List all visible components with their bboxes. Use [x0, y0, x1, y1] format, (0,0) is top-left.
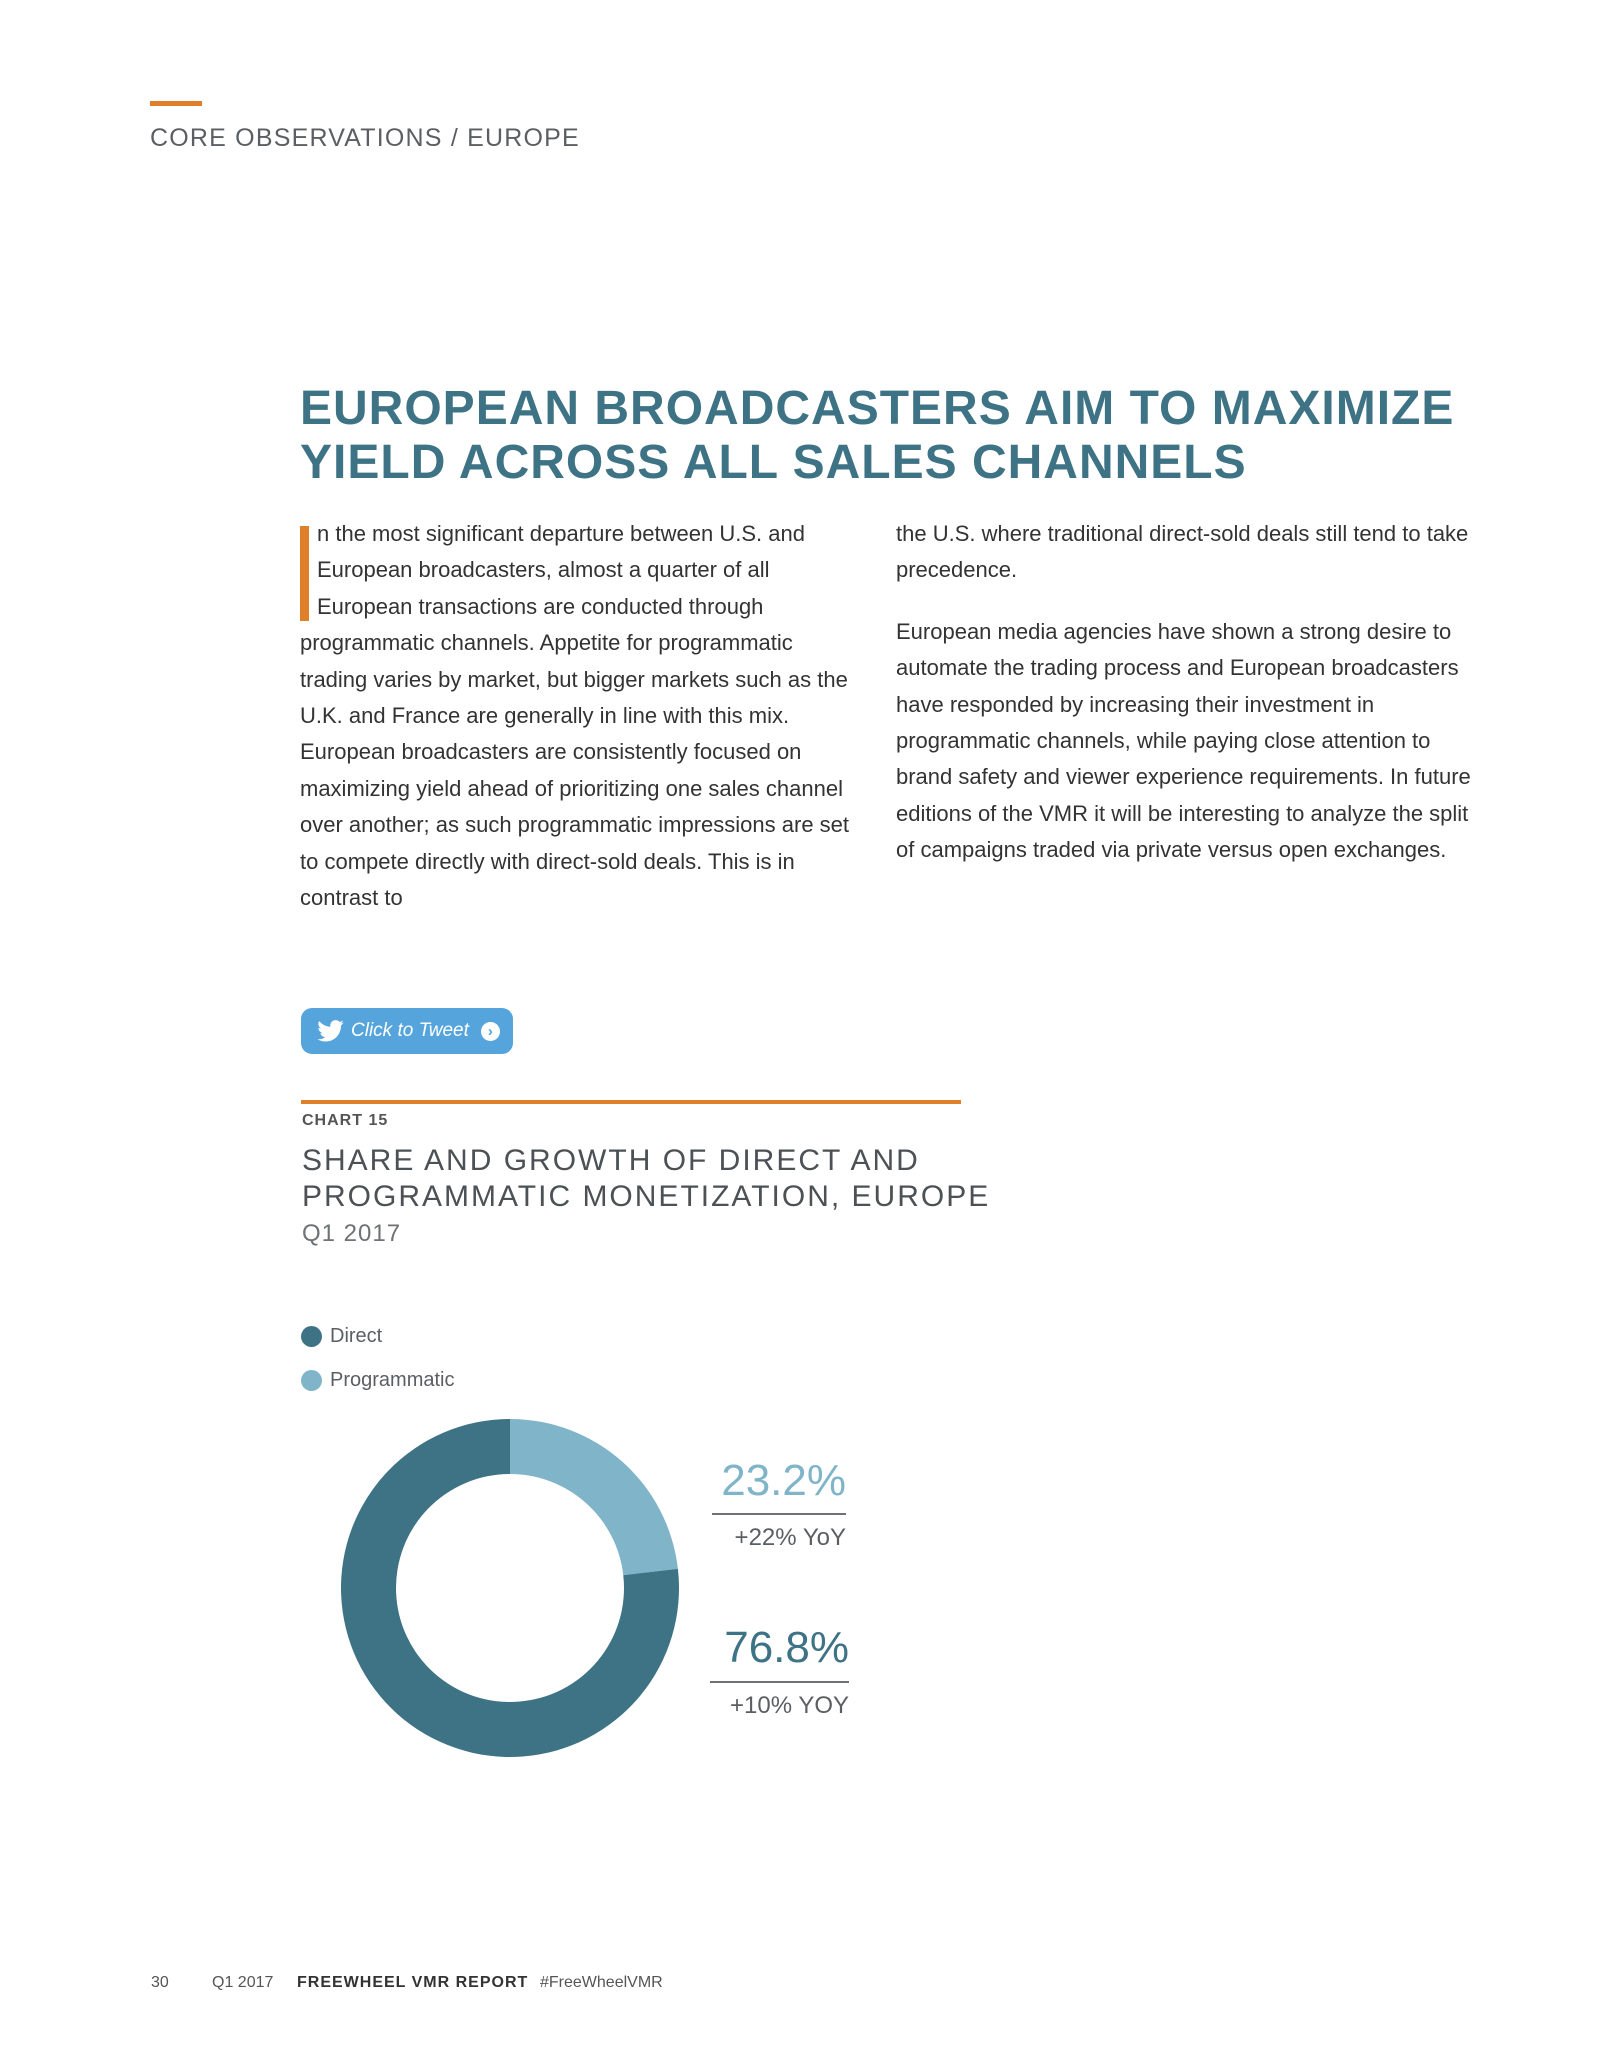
right-paragraph-2: European media agencies have shown a strong desire to automate the trading process and European broadcasters have responded by increasing their investment in programmatic channels, while paying close attention to brand safety and viewer experience requirements. In future editions of the VMR it will be interesting to analyze the split of campaigns traded via private versus open exchanges.	[896, 618, 1471, 863]
legend-item-direct	[301, 1325, 382, 1348]
footer-page-number: 30	[151, 1974, 169, 1991]
section-accent-bar	[150, 101, 202, 106]
legend-item-programmatic	[301, 1369, 454, 1392]
drop-cap-i	[300, 526, 309, 621]
legend-label-direct: Direct	[330, 1325, 383, 1347]
article-left-column	[300, 516, 860, 916]
left-column-text: n the most significant departure between U.S. and European broadcasters, almost a quarter of all European transactions are conducted through programmatic channels. Appetite for programmatic trading varies by market, but bigger markets such as the U.K. and France are generally in line with this mix. European broadcasters are consistently focused on maximizing yield ahead of prioritizing one sales channel over another; as such programmatic impressions are set to compete directly with direct-sold deals. This is in contrast to	[300, 521, 850, 911]
programmatic-share-value: 23.2%	[721, 1456, 846, 1505]
donut-chart	[330, 1408, 690, 1768]
article-right-column	[896, 516, 1476, 894]
legend-dot-direct	[301, 1326, 322, 1347]
footer-report-title: FREEWHEEL VMR REPORT	[297, 1974, 529, 1991]
footer-period: Q1 2017	[212, 1974, 274, 1991]
tweet-button-label: Click to Tweet	[351, 1020, 469, 1041]
direct-value-rule	[710, 1681, 849, 1683]
headline-line-1: EUROPEAN BROADCASTERS AIM TO MAXIMIZE	[300, 382, 1455, 435]
footer-hashtag: #FreeWheelVMR	[540, 1974, 663, 1991]
article-headline	[300, 382, 1480, 490]
chevron-right-icon: ›	[481, 1022, 500, 1041]
donut-slice-programmatic	[510, 1419, 678, 1575]
twitter-bird-icon	[317, 1020, 344, 1042]
click-to-tweet-button[interactable]	[301, 1008, 513, 1054]
chart-title-line-2: PROGRAMMATIC MONETIZATION, EUROPE	[302, 1180, 991, 1213]
chart-subtitle: Q1 2017	[302, 1220, 402, 1247]
programmatic-value-rule	[712, 1513, 846, 1515]
section-title: CORE OBSERVATIONS / EUROPE	[150, 124, 580, 152]
chart-title	[302, 1143, 990, 1215]
programmatic-growth-value: +22% YoY	[734, 1524, 846, 1551]
legend-label-programmatic: Programmatic	[330, 1369, 455, 1391]
chart-accent-rule	[301, 1100, 961, 1104]
direct-growth-value: +10% YOY	[730, 1692, 849, 1719]
chart-number: CHART 15	[302, 1112, 389, 1129]
chart-title-line-1: SHARE AND GROWTH OF DIRECT AND	[302, 1144, 920, 1177]
legend-dot-programmatic	[301, 1370, 322, 1391]
right-paragraph-1: the U.S. where traditional direct-sold deals still tend to take precedence.	[896, 521, 1469, 583]
headline-line-2: YIELD ACROSS ALL SALES CHANNELS	[300, 436, 1247, 489]
direct-share-value: 76.8%	[724, 1623, 849, 1672]
